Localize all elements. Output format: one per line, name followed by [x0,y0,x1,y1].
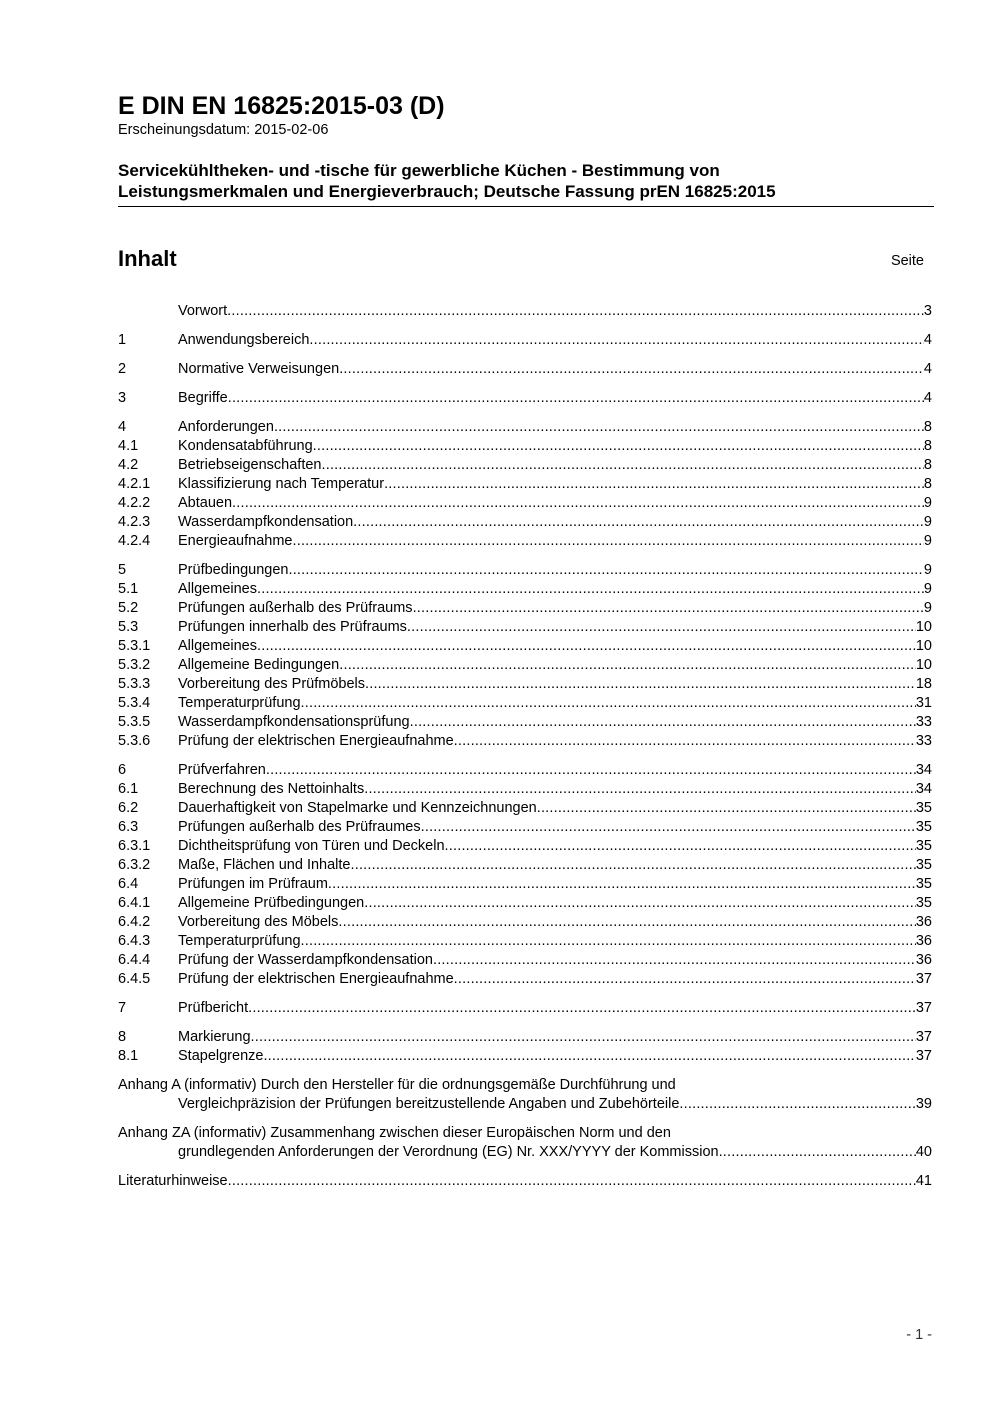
toc-entry-page: 33 [915,714,932,730]
toc-entry[interactable] [118,561,932,580]
toc-entry-page: 35 [915,800,932,816]
toc-group-gap [118,1018,932,1028]
toc-entry[interactable] [118,732,932,751]
toc-entry-number: 4.2.4 [118,533,151,549]
toc-entry[interactable] [118,532,932,551]
toc-entry[interactable] [118,913,932,932]
toc-entry-page: 8 [923,419,932,435]
toc-entry-title: Prüfbericht [178,1000,249,1016]
toc-entry-page: 36 [915,952,932,968]
subject-line-2: Leistungsmerkmalen und Energieverbrauch; Deutsche Fassung prEN 16825:2015 [118,182,776,201]
toc-leader-dots [263,1047,915,1066]
toc-entry-title: Normative Verweisungen [178,361,340,377]
toc-leader-dots [228,389,924,408]
toc-entry-number: 5.1 [118,581,139,597]
toc-entry[interactable] [118,999,932,1018]
publication-date: Erscheinungsdatum: 2015-02-06 [118,122,329,138]
annex-title-line-1: Anhang ZA (informativ) Zusammenhang zwischen dieser Europäischen Norm und den [118,1125,671,1141]
toc-entry[interactable] [118,360,932,379]
toc-entry-title: Allgemeine Bedingungen [178,657,340,673]
toc-entry-number: 5.2 [118,600,139,616]
toc-entry[interactable] [118,951,932,970]
toc-entry-page: 37 [915,1048,932,1064]
toc-entry-page: 4 [923,390,932,406]
toc-entry-title: Allgemeines [178,638,257,654]
toc-entry-page: 18 [915,676,932,692]
toc-entry-page: 34 [915,781,932,797]
toc-entry-page: 8 [923,438,932,454]
toc-entry-page: 33 [915,733,932,749]
toc-entry-title: Prüfungen innerhalb des Prüfraums [178,619,407,635]
toc-leader-dots [292,532,923,551]
toc-entry[interactable] [118,331,932,350]
toc-entry-page: 37 [915,1029,932,1045]
toc-entry[interactable] [118,780,932,799]
toc-entry[interactable] [118,599,932,618]
page-column-label: Seite [890,253,924,269]
toc-leader-dots [251,1028,916,1047]
toc-entry-number: 5 [118,562,127,578]
toc-entry-title: Prüfverfahren [178,762,266,778]
toc-entry-number: 2 [118,361,127,377]
toc-entry[interactable] [118,456,932,475]
toc-entry-page: 4 [923,332,932,348]
toc-leader-dots [288,561,923,580]
toc-group-gap [118,1114,932,1124]
toc-entry-title: Prüfungen im Prüfraum [178,876,328,892]
toc-entry-page: 35 [915,876,932,892]
toc-group-gap [118,1162,932,1172]
toc-entry-number: 4.2.3 [118,514,151,530]
toc-entry-title: Prüfbedingungen [178,562,289,578]
toc-entry-title: Literaturhinweise [118,1173,228,1189]
toc-entry-page: 9 [923,514,932,530]
toc-entry-title: Kondensatabführung [178,438,313,454]
toc-annex-entry[interactable] [118,1076,932,1114]
toc-entry-page: 37 [915,971,932,987]
page-number: - 1 - [906,1327,932,1343]
toc-entry-page: 8 [923,476,932,492]
toc-entry[interactable] [118,1047,932,1066]
toc-leader-dots [679,1095,915,1114]
toc-entry-page: 9 [923,495,932,511]
toc-entry[interactable] [118,675,932,694]
toc-entry-page: 9 [923,581,932,597]
document-id: E DIN EN 16825:2015-03 (D) [118,92,445,120]
toc-entry[interactable] [118,618,932,637]
toc-entry[interactable] [118,475,932,494]
toc-entry-number: 6.3.2 [118,857,151,873]
toc-entry-number: 8.1 [118,1048,139,1064]
toc-entry-page: 36 [915,914,932,930]
toc-group-gap [118,1066,932,1076]
toc-entry-page: 31 [915,695,932,711]
toc-entry-number: 4.2.1 [118,476,151,492]
toc-entry-page: 37 [915,1000,932,1016]
toc-entry-number: 6.4 [118,876,139,892]
toc-leader-dots [454,732,916,751]
toc-leader-dots [309,331,924,350]
toc-group-gap [118,321,932,331]
toc-entry-number: 5.3.4 [118,695,151,711]
toc-entry-number: 5.3.1 [118,638,151,654]
toc-entry-page: 10 [915,619,932,635]
toc-leader-dots [407,618,916,637]
toc-leader-dots [301,694,916,713]
toc-entry[interactable] [118,932,932,951]
toc-entry[interactable] [118,894,932,913]
toc-entry-title: Allgemeines [178,581,257,597]
toc-leader-dots [257,637,916,656]
toc-entry-number: 6.2 [118,800,139,816]
toc-entry-number: 4.2.2 [118,495,151,511]
toc-entry-number: 4 [118,419,127,435]
toc-leader-dots [232,494,924,513]
toc-leader-dots [328,875,916,894]
toc-entry-number: 3 [118,390,127,406]
toc-leader-dots [227,302,924,321]
toc-entry[interactable] [118,761,932,780]
toc-group-gap [118,751,932,761]
toc-leader-dots [421,818,916,837]
toc-entry-number: 6.4.1 [118,895,151,911]
toc-entry[interactable] [118,302,932,321]
annex-title-text: grundlegenden Anforderungen der Verordnung (EG) Nr. XXX/YYYY der Kommission [178,1144,719,1160]
annex-title-line-2 [118,1095,932,1114]
toc-entry-title: Maße, Flächen und Inhalte [178,857,351,873]
toc-entry-number: 8 [118,1029,127,1045]
toc-leader-dots [339,360,924,379]
toc-entry-number: 5.3.6 [118,733,151,749]
toc-entry-title: Temperaturprüfung [178,695,301,711]
toc-entry-page: 36 [915,933,932,949]
toc-entry-title: Wasserdampfkondensationsprüfung [178,714,410,730]
toc-entry-title: Anwendungsbereich [178,332,310,348]
toc-entry-literature[interactable] [118,1172,932,1191]
toc-heading: Inhalt [118,246,177,271]
toc-entry[interactable] [118,513,932,532]
toc-leader-dots [353,513,924,532]
toc-entry-page: 8 [923,457,932,473]
toc-group-gap [118,408,932,418]
toc-entry-title: Markierung [178,1029,251,1045]
toc-entry-page: 9 [923,533,932,549]
toc-entry-number: 6.4.3 [118,933,151,949]
toc-entry[interactable] [118,494,932,513]
toc-entry-number: 5.3.5 [118,714,151,730]
toc-entry[interactable] [118,637,932,656]
toc-entry-title: Begriffe [178,390,228,406]
toc-entry-title: Dauerhaftigkeit von Stapelmarke und Kennzeichnungen [178,800,537,816]
toc-entry[interactable] [118,818,932,837]
toc-entry-title: Prüfung der elektrischen Energieaufnahme [178,971,454,987]
toc-entry-page: 9 [923,600,932,616]
toc-entry-title: Abtauen [178,495,233,511]
toc-entry-title: Vorbereitung des Prüfmöbels [178,676,365,692]
toc-entry-number: 6.1 [118,781,139,797]
toc-entry-page: 35 [915,895,932,911]
toc-entry-title: Energieaufnahme [178,533,293,549]
toc-leader-dots [364,894,916,913]
toc-leader-dots [445,837,916,856]
toc-entry[interactable] [118,875,932,894]
toc-entry-number: 6 [118,762,127,778]
toc-leader-dots [301,932,916,951]
toc-entry[interactable] [118,799,932,818]
toc-entry-page: 35 [915,857,932,873]
toc-entry-title: Betriebseigenschaften [178,457,322,473]
toc-entry[interactable] [118,656,932,675]
toc-entry-title: Wasserdampfkondensation [178,514,354,530]
toc-leader-dots [266,761,916,780]
toc-entry[interactable] [118,713,932,732]
toc-leader-dots [228,1172,916,1191]
annex-title-text: Vergleichpräzision der Prüfungen bereitzustellende Angaben und Zubehörteile [178,1096,680,1112]
toc-entry[interactable] [118,694,932,713]
toc-entry-page: 4 [923,361,932,377]
header-divider [118,206,934,207]
toc-entry-title: Berechnung des Nettoinhalts [178,781,365,797]
toc-entry-title: Vorbereitung des Möbels [178,914,339,930]
toc-leader-dots [322,456,924,475]
toc-entry[interactable] [118,389,932,408]
toc-leader-dots [313,437,924,456]
toc-entry-title: Prüfungen außerhalb des Prüfraums [178,600,413,616]
toc-leader-dots [410,713,916,732]
toc-entry[interactable] [118,837,932,856]
toc-leader-dots [364,780,916,799]
toc-entry-number: 6.4.5 [118,971,151,987]
toc-entry-number: 6.3.1 [118,838,151,854]
toc-entry-number: 5.3.3 [118,676,151,692]
toc-entry[interactable] [118,437,932,456]
toc-group-gap [118,551,932,561]
toc-entry-number: 6.3 [118,819,139,835]
toc-entry[interactable] [118,580,932,599]
toc-entry-page: 9 [923,562,932,578]
toc-entry-number: 6.4.2 [118,914,151,930]
toc-entry-title: Stapelgrenze [178,1048,264,1064]
toc-entry[interactable] [118,418,932,437]
toc-entry-title: Allgemeine Prüfbedingungen [178,895,365,911]
toc-entry-title: Vorwort [178,303,228,319]
toc-entry-number: 4.1 [118,438,139,454]
annex-title-line-1: Anhang A (informativ) Durch den Hersteller für die ordnungsgemäße Durchführung und [118,1077,676,1093]
toc-entry-number: 5.3 [118,619,139,635]
toc-leader-dots [339,656,916,675]
toc-entry-page: 10 [915,657,932,673]
toc-entry-title: Temperaturprüfung [178,933,301,949]
toc-entry[interactable] [118,856,932,875]
toc-entry-title: Prüfung der elektrischen Energieaufnahme [178,733,454,749]
toc-entry-number: 1 [118,332,127,348]
document-subject [118,160,932,202]
toc-entry-page: 35 [915,819,932,835]
toc-entry-title: Dichtheitsprüfung von Türen und Deckeln [178,838,445,854]
toc-entry-page: 41 [915,1173,932,1189]
toc-entry-title: Anforderungen [178,419,274,435]
toc-leader-dots [413,599,924,618]
toc-leader-dots [454,970,916,989]
toc-entry[interactable] [118,970,932,989]
toc-leader-dots [338,913,915,932]
toc-entry-number: 6.4.4 [118,952,151,968]
toc-entry-number: 7 [118,1000,127,1016]
toc-entry-number: 4.2 [118,457,139,473]
toc-leader-dots [351,856,916,875]
toc-leader-dots [384,475,924,494]
toc-group-gap [118,350,932,360]
toc-leader-dots [719,1143,916,1162]
toc-leader-dots [274,418,924,437]
toc-annex-entry[interactable] [118,1124,932,1162]
toc-group-gap [118,379,932,389]
toc-leader-dots [257,580,924,599]
toc-entry-page: 39 [915,1096,932,1112]
toc-entry[interactable] [118,1028,932,1047]
toc-entry-page: 34 [915,762,932,778]
annex-title-line-2 [118,1143,932,1162]
toc-entry-number: 5.3.2 [118,657,151,673]
toc-entry-page: 3 [923,303,932,319]
toc-entry-title: Prüfungen außerhalb des Prüfraumes [178,819,421,835]
toc-entry-page: 40 [915,1144,932,1160]
toc-entry-page: 10 [915,638,932,654]
toc-leader-dots [365,675,916,694]
table-of-contents [118,302,932,1191]
toc-entry-title: Prüfung der Wasserdampfkondensation [178,952,433,968]
toc-group-gap [118,989,932,999]
toc-leader-dots [433,951,916,970]
toc-entry-page: 35 [915,838,932,854]
toc-entry-title: Klassifizierung nach Temperatur [178,476,385,492]
toc-leader-dots [537,799,916,818]
subject-line-1: Servicekühltheken- und -tische für gewerbliche Küchen - Bestimmung von [118,161,720,180]
toc-leader-dots [248,999,916,1018]
